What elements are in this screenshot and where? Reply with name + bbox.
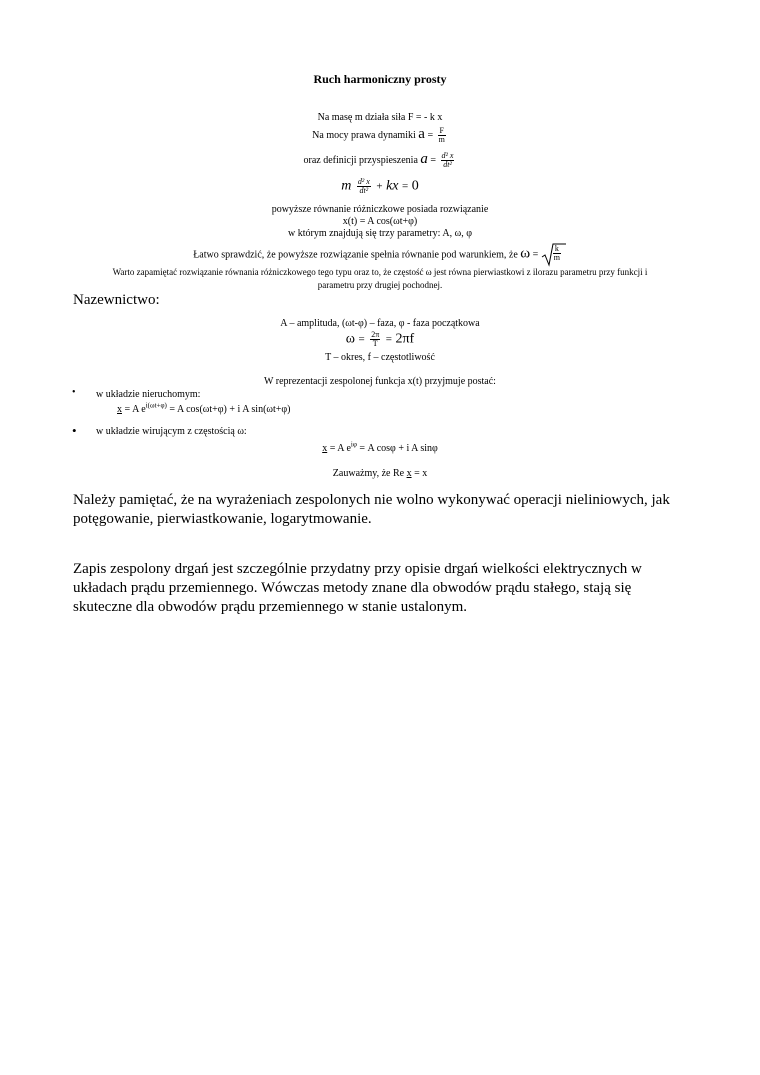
eq-fraction-d2x-dt2-b [357, 178, 371, 195]
condition-text: Łatwo sprawdzić, że powyższe rozwiązanie spełnia równanie pod warunkiem, że [193, 249, 518, 261]
eq-equals6: = [385, 333, 392, 346]
eq-equals5: = [358, 333, 365, 346]
accel-def-line [0, 151, 760, 169]
eq-equals3: = [402, 180, 409, 193]
condition-line [0, 243, 760, 267]
eq-ae-2: = A e [329, 443, 351, 454]
bullet-dot-2: • [72, 423, 77, 438]
eq-d2x: d² x [441, 151, 454, 161]
force-line: Na masę m działa siła F = - k x [317, 112, 443, 123]
eq-fraction-F-m [438, 127, 446, 144]
complex-line: W reprezentacji zespolonej funkcja x(t) przyjmuje postać: [264, 376, 496, 387]
eq-d2x-b: d² x [357, 177, 370, 186]
eq-fraction-2pi-T [370, 331, 380, 348]
note-suffix: = x [414, 468, 428, 479]
bullet-text-2: w układzie wirującym z częstością ω: [96, 426, 247, 437]
eq-sqrt [541, 243, 567, 267]
remember-line-2: parametru przy drugiej pochodnej. [317, 280, 443, 290]
amplitude-line: A – amplituda, (ωt-φ) – faza, φ - faza początkowa [280, 318, 480, 329]
eq-x-underlined-2: x [322, 443, 328, 454]
note-line [0, 468, 760, 479]
accel-def-text: oraz definicji przyspieszenia [303, 155, 418, 166]
period-line: T – okres, f – częstotliwość [325, 352, 435, 363]
eq-fraction-k-m [553, 245, 561, 262]
bullet-equation-2 [0, 440, 760, 454]
eq-T: T [372, 339, 378, 348]
eq-omega2: ω [345, 331, 355, 347]
eq-2pif: 2πf [395, 331, 415, 347]
remember-line-1: Warto zapamiętać rozwiązanie równania różniczkowego tego typu oraz to, że częstość ω jest równa pierwiastkowi z ilorazu parametru przy funkcji i [112, 267, 648, 277]
eq-equals4: = [532, 249, 539, 261]
eq-zero: 0 [411, 178, 419, 194]
bullet-equation-1 [117, 401, 291, 415]
eq-exp-2: iφ [350, 440, 357, 449]
eq-exp-1: i(ωt+φ) [145, 401, 167, 410]
eq-m-italic: m [341, 178, 352, 194]
eq-k: k [553, 245, 561, 254]
eq-rest-1: = A cos(ωt+φ) + i A sin(ωt+φ) [169, 404, 291, 415]
page-title: Ruch harmoniczny prosty [313, 72, 447, 86]
paragraph-electrical: Zapis zespolony drgań jest szczególnie przydatny przy opisie drgań wielkości elektrycznych w układach prądu przemiennego. Wówczas metody znane dla obwodów prądu stałego, stają się skuteczne dla obwodów prądu przemiennego w stanie ustalonym. [73, 561, 642, 615]
eq-rest-2: = A cosφ + i A sinφ [359, 443, 438, 454]
eq-m: m [438, 135, 445, 145]
eq-a2: a [420, 151, 428, 167]
solution-line: x(t) = A cos(ωt+φ) [342, 216, 418, 227]
eq-fraction-d2x-dt2 [441, 152, 455, 169]
eq-plus: + [376, 180, 383, 193]
eq-omega: ω [520, 245, 531, 262]
dynamics-text: Na mocy prawa dynamiki [312, 130, 416, 141]
eq-a: a [418, 126, 425, 142]
note-x-underlined: x [406, 468, 412, 479]
omega-equation [0, 331, 760, 348]
note-prefix: Zauważmy, że Re [332, 468, 405, 479]
diff-equation [0, 178, 760, 195]
eq-m2: m [553, 253, 561, 262]
bullet-text-1: w układzie nieruchomym: [96, 389, 201, 400]
eq-equals2: = [430, 155, 437, 166]
diff-eq-line: powyższe równanie różniczkowe posiada rozwiązanie [271, 204, 489, 215]
bullet-dot-1: • [72, 387, 76, 398]
eq-dt2: dt² [443, 160, 452, 170]
eq-equals: = [427, 130, 434, 141]
params-line: w którym znajdują się trzy parametry: A, ω, φ [288, 228, 472, 239]
naming-heading: Nazewnictwo: [73, 292, 160, 308]
eq-F: F [439, 126, 444, 136]
eq-kx: kx [386, 178, 399, 194]
dynamics-line [0, 126, 760, 144]
paragraph-nonlinear: Należy pamiętać, że na wyrażeniach zespolonych nie wolno wykonywać operacji nieliniowych, jak potęgowanie, pierwiastkowanie, logarytmowanie. [73, 492, 670, 527]
eq-dt2-b: dt² [359, 186, 369, 195]
eq-ae-1: = A e [124, 404, 146, 415]
eq-x-underlined-1: x [117, 404, 122, 415]
eq-2pi: 2π [371, 330, 380, 339]
